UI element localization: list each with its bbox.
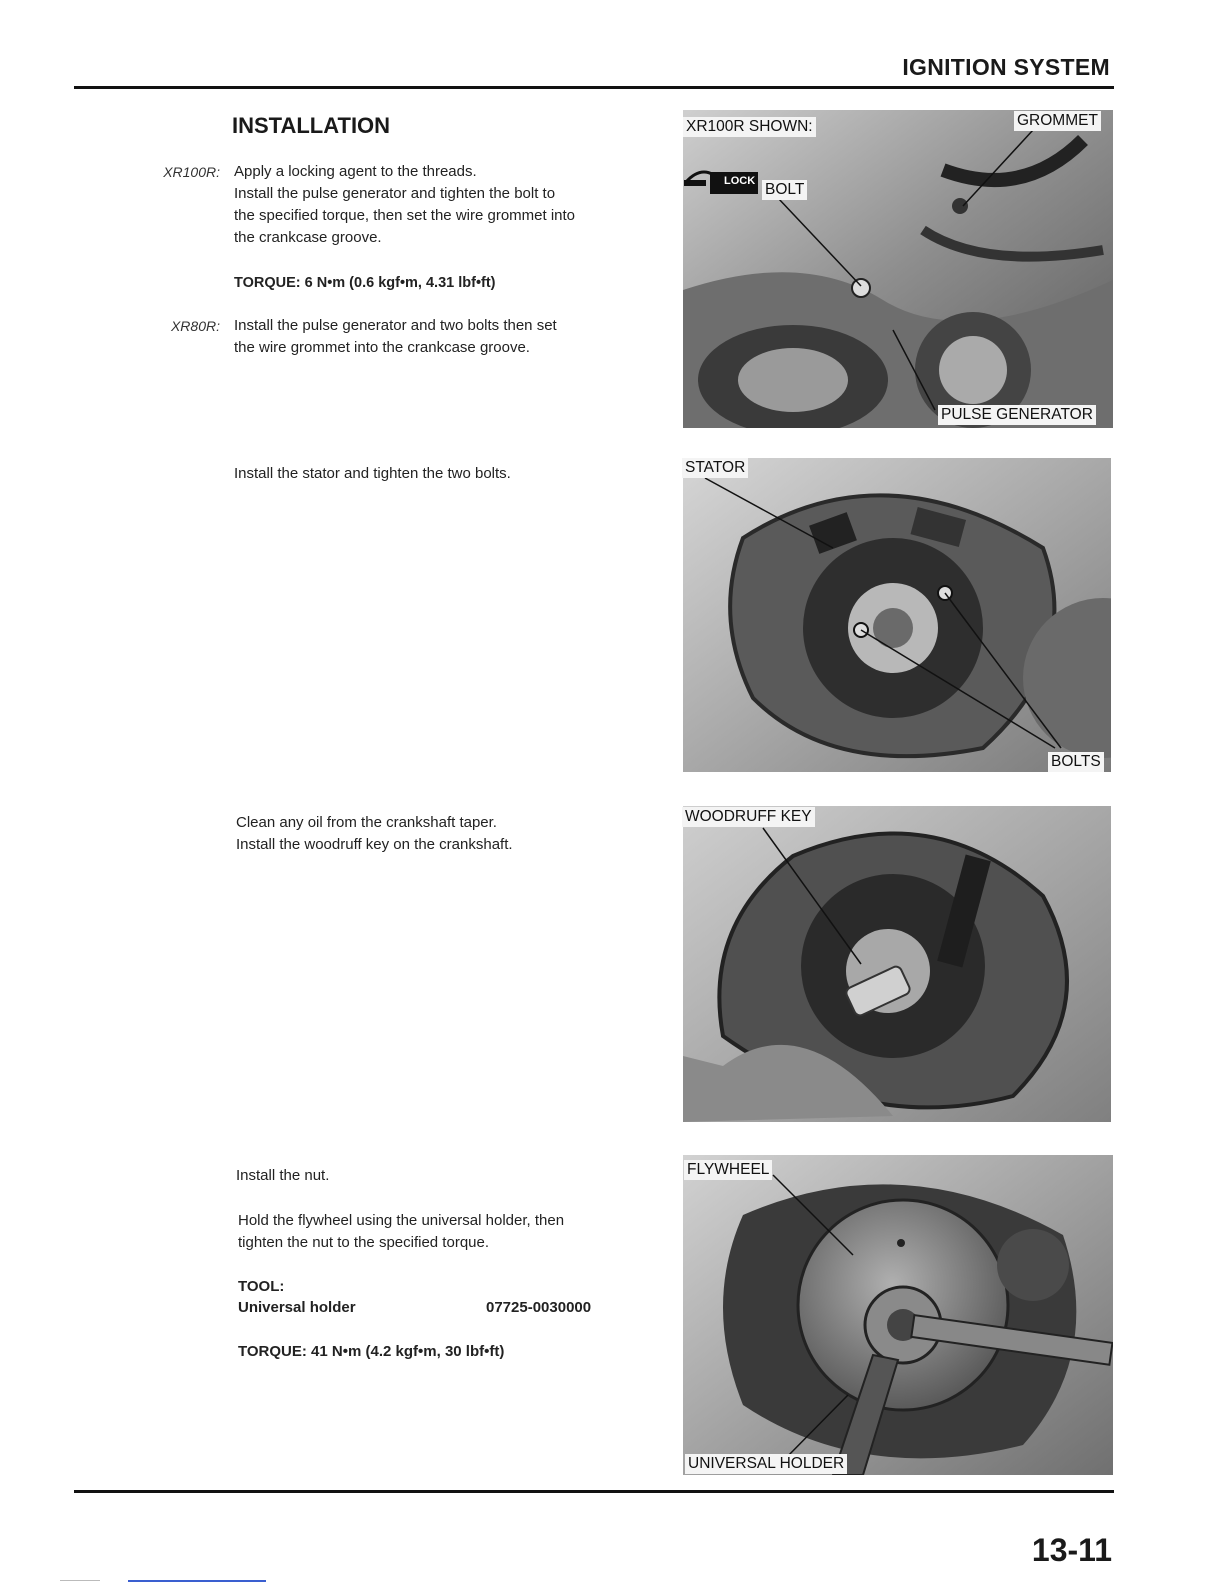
stator-illustration bbox=[683, 458, 1111, 772]
tool-heading: TOOL: bbox=[238, 1278, 285, 1295]
key-line: Install the woodruff key on the crankshaft. bbox=[236, 836, 513, 853]
header-section-title: IGNITION SYSTEM bbox=[902, 54, 1110, 80]
xr100r-line: Apply a locking agent to the threads. bbox=[234, 163, 477, 180]
pulse-generator-photo bbox=[683, 110, 1113, 428]
woodruff-key-illustration bbox=[683, 806, 1111, 1122]
flywheel-photo bbox=[683, 1155, 1113, 1475]
installation-title: INSTALLATION bbox=[232, 113, 391, 138]
woodruff-key-callout: WOODRUFF KEY bbox=[682, 807, 815, 827]
lock-label: LOCK bbox=[724, 175, 756, 187]
tool-name: Universal holder bbox=[238, 1299, 356, 1316]
xr100r-shown-label: XR100R SHOWN: bbox=[683, 117, 816, 137]
stator-photo bbox=[683, 458, 1111, 772]
hold-line: Hold the flywheel using the universal holder, then bbox=[238, 1212, 565, 1229]
bolt-callout: BOLT bbox=[762, 180, 807, 200]
xr100r-instructions bbox=[234, 161, 674, 249]
tool-number: 07725-0030000 bbox=[486, 1299, 592, 1316]
pulse-generator-callout: PULSE GENERATOR bbox=[938, 405, 1096, 425]
footer-rule bbox=[74, 1490, 1114, 1493]
xr80r-label: XR80R: bbox=[170, 318, 220, 334]
stator-instruction: Install the stator and tighten the two bolts. bbox=[234, 465, 511, 482]
xr100r-torque: TORQUE: 6 N•m (0.6 kgf•m, 4.31 lbf•ft) bbox=[234, 275, 496, 291]
xr100r-line: the crankcase groove. bbox=[234, 229, 382, 246]
xr100r-line: Install the pulse generator and tighten the bolt to bbox=[234, 185, 556, 202]
hold-flywheel-instructions bbox=[238, 1210, 678, 1254]
flywheel-illustration bbox=[683, 1155, 1113, 1475]
key-line: Clean any oil from the crankshaft taper. bbox=[236, 814, 497, 831]
xr80r-line: Install the pulse generator and two bolts then set bbox=[234, 317, 557, 334]
flywheel-callout: FLYWHEEL bbox=[684, 1160, 772, 1180]
woodruff-key-photo bbox=[683, 806, 1111, 1122]
xr80r-line: the wire grommet into the crankcase groove. bbox=[234, 339, 530, 356]
xr100r-label: XR100R: bbox=[163, 164, 220, 180]
install-nut-instruction: Install the nut. bbox=[236, 1167, 330, 1184]
xr80r-instructions bbox=[234, 315, 674, 359]
stator-callout: STATOR bbox=[682, 458, 748, 478]
woodruff-key-instructions bbox=[236, 812, 676, 856]
grommet-callout: GROMMET bbox=[1014, 111, 1101, 131]
scan-artifact-line-gray bbox=[60, 1580, 100, 1581]
pulse-generator-illustration bbox=[683, 110, 1113, 428]
nut-torque: TORQUE: 41 N•m (4.2 kgf•m, 30 lbf•ft) bbox=[238, 1343, 505, 1360]
xr100r-line: the specified torque, then set the wire grommet into bbox=[234, 207, 576, 224]
page-number: 13-11 bbox=[1031, 1532, 1112, 1568]
scan-artifact-line bbox=[128, 1580, 266, 1582]
hold-line: tighten the nut to the specified torque. bbox=[238, 1234, 490, 1251]
universal-holder-callout: UNIVERSAL HOLDER bbox=[685, 1454, 847, 1474]
header-rule bbox=[74, 86, 1114, 89]
bolts-callout: BOLTS bbox=[1048, 752, 1104, 772]
